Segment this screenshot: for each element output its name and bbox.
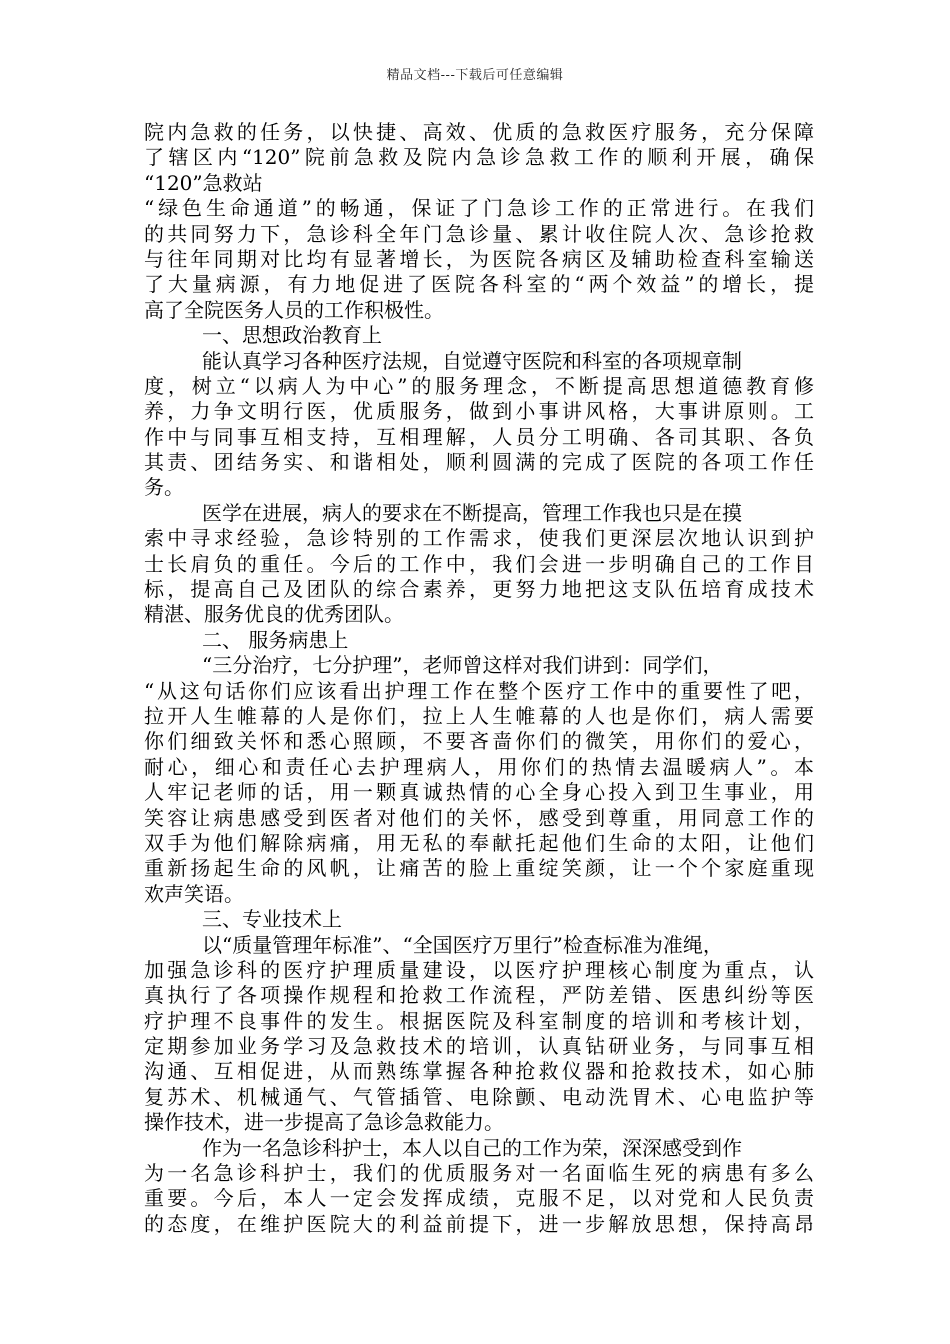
text-line: “120”急救站 [144, 170, 263, 195]
text-line: “绿色生命通道”的畅通，保证了门急诊工作的正常进行。在我们 [144, 196, 814, 221]
text-line: 加强急诊科的医疗护理质量建设，以医疗护理核心制度为重点，认 [144, 957, 814, 982]
text-line: 复苏术、机械通气、气管插管、电除颤、电动洗胃术、心电监护等 [144, 1084, 814, 1109]
paragraph-first-line: 能认真学习各种医疗法规，自觉遵守医院和科室的各项规章制 [202, 348, 742, 373]
text-line: 其责、团结务实、和谐相处，顺利圆满的完成了医院的各项工作任 [144, 450, 814, 475]
text-line: 度，树立“以病人为中心”的服务理念，不断提高思想道德教育修 [144, 373, 814, 398]
text-line: 笑容让病患感受到医者对他们的关怀，感受到尊重，用同意工作的 [144, 805, 814, 830]
text-line: 务。 [144, 475, 184, 500]
text-line: 耐心，细心和责任心去护理病人，用你们的热情去温暖病人”。本 [144, 754, 814, 779]
text-line: 养，力争文明行医，优质服务，做到小事讲风格，大事讲原则。工 [144, 399, 814, 424]
text-line: 的共同努力下，急诊科全年门急诊量、累计收住院人次、急诊抢救 [144, 221, 814, 246]
text-line: “从这句话你们应该看出护理工作在整个医疗工作中的重要性了吧， [144, 678, 814, 703]
paragraph-first-line: 以“质量管理年标准”、“全国医疗万里行”检查标准为准绳， [202, 932, 723, 957]
text-line: 操作技术，进一步提高了急诊急救能力。 [144, 1110, 504, 1135]
document-body [144, 120, 814, 1237]
paragraph-first-line: 医学在进展，病人的要求在不断提高，管理工作我也只是在摸 [202, 500, 742, 525]
text-line: 索中寻求经验，急诊特别的工作需求，使我们更深层次地认识到护 [144, 526, 814, 551]
text-line: 标，提高自己及团队的综合素养，更努力地把这支队伍培育成技术 [144, 577, 814, 602]
text-line: 了辖区内“120”院前急救及院内急诊急救工作的顺利开展，确保 [144, 145, 814, 170]
text-line: 人牢记老师的话，用一颗真诚热情的心全身心投入到卫生事业，用 [144, 780, 814, 805]
text-line: 士长肩负的重任。今后的工作中，我们会进一步明确自己的工作目 [144, 551, 814, 576]
text-line: 拉开人生帷幕的人是你们，拉上人生帷幕的人也是你们，病人需要 [144, 703, 814, 728]
text-line: 疗护理不良事件的发生。根据医院及科室制度的培训和考核计划， [144, 1008, 814, 1033]
section-heading: 三、专业技术上 [202, 907, 342, 932]
text-line: 双手为他们解除病痛，用无私的奉献托起他们生命的太阳，让他们 [144, 830, 814, 855]
text-line: 精湛、服务优良的优秀团队。 [144, 602, 404, 627]
text-line: 院内急救的任务，以快捷、高效、优质的急救医疗服务，充分保障 [144, 120, 814, 144]
text-line: 作中与同事互相支持，互相理解，人员分工明确、各司其职、各负 [144, 424, 814, 449]
text-line: 与往年同期对比均有显著增长，为医院各病区及辅助检查科室输送 [144, 246, 814, 271]
text-line: 的态度，在维护医院大的利益前提下，进一步解放思想，保持高昂 [144, 1211, 814, 1236]
text-line: 为一名急诊科护士，我们的优质服务对一名面临生死的病患有多么 [144, 1161, 814, 1186]
paragraph-first-line: “三分治疗，七分护理”，老师曾这样对我们讲到：同学们， [202, 653, 723, 678]
text-line: 重新扬起生命的风帆，让痛苦的脸上重绽笑颜，让一个个家庭重现 [144, 856, 814, 881]
text-line: 重要。今后，本人一定会发挥成绩，克服不足，以对党和人民负责 [144, 1186, 814, 1211]
section-heading: 一、思想政治教育上 [202, 323, 382, 348]
text-line: 欢声笑语。 [144, 881, 244, 906]
paragraph-first-line: 作为一名急诊科护士，本人以自己的工作为荣，深深感受到作 [202, 1135, 742, 1160]
text-line: 高了全院医务人员的工作积极性。 [144, 297, 444, 322]
text-line: 真执行了各项操作规程和抢救工作流程，严防差错、医患纠纷等医 [144, 983, 814, 1008]
text-line: 了大量病源，有力地促进了医院各科室的“两个效益”的增长，提 [144, 272, 814, 297]
text-line: 你们细致关怀和悉心照顾，不要吝啬你们的微笑，用你们的爱心， [144, 729, 814, 754]
section-heading: 二、 服务病患上 [202, 627, 349, 652]
page-header: 精品文档---下载后可任意编辑 [386, 68, 564, 83]
text-line: 定期参加业务学习及急救技术的培训，认真钻研业务，与同事互相 [144, 1034, 814, 1059]
text-line: 沟通、互相促进，从而熟练掌握各种抢救仪器和抢救技术，如心肺 [144, 1059, 814, 1084]
